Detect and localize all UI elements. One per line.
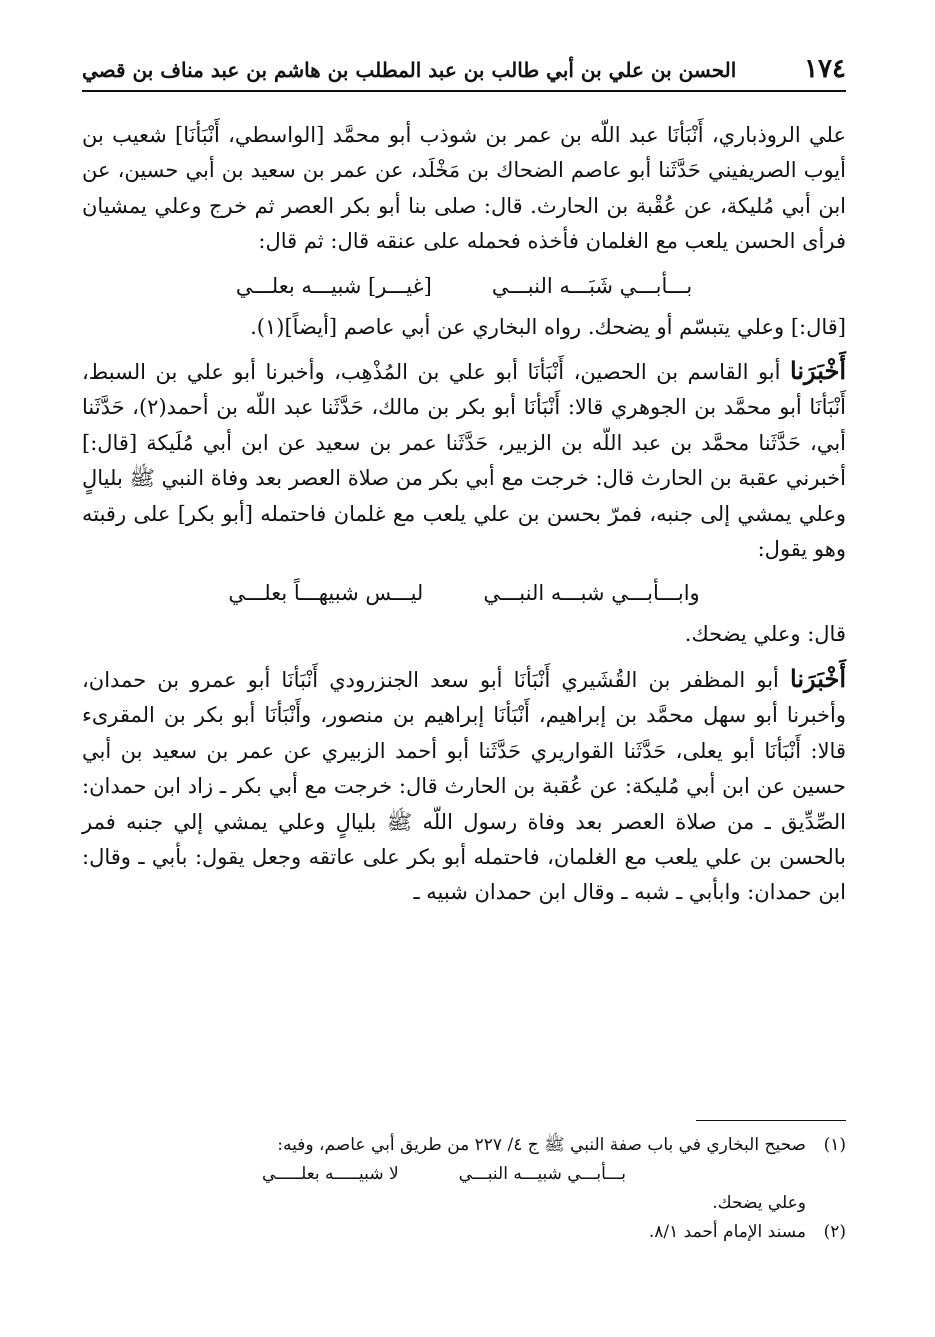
verse-2-right-hemistich: وابـــأبـــي شبـــه النبـــي — [483, 581, 700, 606]
paragraph-2: [قال:] وعلي يتبسّم أو يضحك. رواه البخاري عن أبي عاصم [أيضاً](١). — [250, 314, 846, 339]
paragraph-5-text: أبو المظفر بن القُشَيري أَنْبَأنَا أبو سعد الجنزرودي أَنْبَأنَا أبو عمرو بن حمدان، وأخبرنا أبو سهل محمَّد بن إبراهيم، أَنْبَأنَا إبراهيم بن منصور، وأَنْبَأنَا أبو بكر بن المقرىء قالا: أَنْبَأنَا أبو يعلى، حَدَّثَنا القواريري حَدَّثَنا أبو أحمد الزبيري عن عمر بن سعيد بن أبي حسين عن ابن أبي مُليكة: عن عُقبة بن الحارث قال: خرجت مع أبي بكر ـ زاد ابن حمدان: الصِّدِّيق ـ من صلاة العصر بعد وفاة رسول اللّه ﷺ بليالٍ وعلي يمشي إلي جنبه فمر بالحسن بن علي يلعب مع الغلمان، فاحتمله أبو بكر على عاتقه وجعل يقول: بأبي ـ وقال: ابن حمدان: وابأبي ـ شبه ـ وقال ابن حمدان شبيه ـ — [82, 667, 846, 905]
verse-2-left-hemistich: ليـــس شبيهـــاً بعلـــي — [228, 581, 424, 606]
running-title: الحسن بن علي بن أبي طالب بن عبد المطلب بن هاشم بن عبد مناف بن قصي — [82, 58, 737, 82]
verse-1-right-hemistich: بـــأبـــي شَبَـــه النبـــي — [491, 273, 693, 298]
footnote-2-text: مسند الإمام أحمد ٨/١. — [648, 1222, 806, 1242]
page-header — [82, 52, 846, 92]
verse-1 — [82, 268, 846, 304]
paragraph-4: قال: وعلي يضحك. — [684, 622, 846, 647]
akhbarana-lead-1: أَخْبَرَنا — [790, 356, 846, 386]
footnote-rule — [696, 1120, 846, 1121]
footnote-1-number: (١) — [823, 1135, 846, 1155]
paragraph-3 — [82, 353, 846, 567]
verse-1-left-hemistich: [غيـــر] شبيـــه بعلـــي — [235, 273, 432, 298]
paragraph-1: علي الروذباري، أَنْبَأنَا عبد اللّه بن عمر بن شوذب أبو محمَّد [الواسطي، أَنْبَأنَا] شعيب بن أيوب الصريفيني حَدَّثَنا أبو عاصم الضحاك بن مَخْلَد، عن عمر بن سعيد بن أبي حسين، عن ابن أبي مُليكة، عن عُقْبة بن الحارث. قال: صلى بنا أبو بكر العصر ثم خرج وعلي يمشيان فرأى الحسن يلعب مع الغلمان فأخذه فحمله على عنقه قال: ثم قال: — [82, 123, 846, 254]
footnote-verse-right: بـــأبـــي شبيـــه النبـــي — [458, 1164, 626, 1184]
main-text — [82, 118, 846, 911]
verse-2 — [82, 575, 846, 611]
footnote-1-after: وعلي يضحك. — [712, 1193, 806, 1213]
footnote-1-continued — [82, 1189, 846, 1218]
akhbarana-lead-2: أَخْبَرَنا — [790, 663, 846, 693]
footnote-1-verse — [82, 1160, 846, 1189]
page-number: ١٧٤ — [804, 54, 846, 84]
footnotes — [82, 1120, 846, 1247]
footnote-2-number: (٢) — [823, 1222, 846, 1242]
footnote-2 — [82, 1218, 846, 1247]
paragraph-3-text: أبو القاسم بن الحصين، أَنْبَأنَا أبو علي بن المُذْهِب، وأخبرنا أبو علي بن السبط، أَنْبَأنَا أبو محمَّد بن الجوهري قالا: أَنْبَأنَا أبو بكر بن مالك، حَدَّثَنا عبد اللّه بن أحمد(٢)، حَدَّثَنا أبي، حَدَّثَنا محمَّد بن عبد اللّه بن الزبير، حَدَّثَنا عمر بن سعيد عن ابن أبي مُلَيكة [قال:] أخبرني عقبة بن الحارث قال: خرجت مع أبي بكر من صلاة العصر بعد وفاة النبي ﷺ بليالٍ وعلي يمشي إلى جنبه، فمرّ بحسن بن علي يلعب مع غلمان فاحتمله [أبو بكر] على رقبته وهو يقول: — [82, 360, 847, 562]
paragraph-5 — [82, 661, 846, 911]
footnote-verse-left: لا شبيـــــه بعلـــــي — [262, 1164, 399, 1184]
footnote-1-text: صحيح البخاري في باب صفة النبي ﷺ ج ٤/ ٢٢٧ من طريق أبي عاصم، وفيه: — [277, 1135, 806, 1155]
header-rule — [82, 90, 846, 92]
footnote-1 — [82, 1131, 846, 1160]
